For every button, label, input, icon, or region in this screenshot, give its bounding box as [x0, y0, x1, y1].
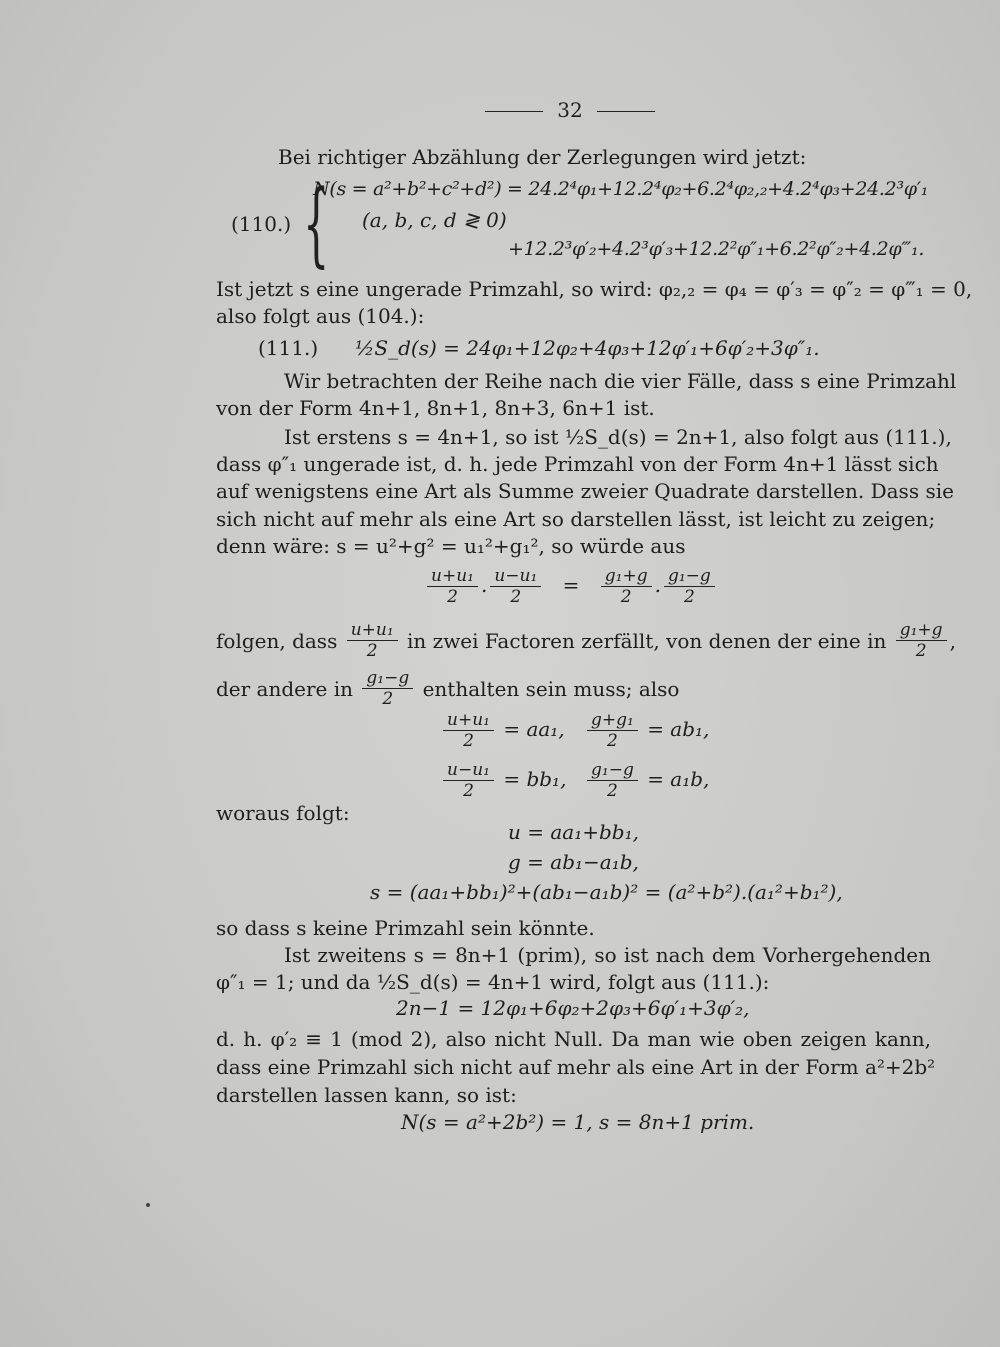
text-line-2: Ist jetzt s eine ungerade Primzahl, so wird: φ₂,₂ = φ₄ = φ′₃ = φ″₂ = φ‴₁ = 0,: [216, 277, 973, 301]
equation-110-brace: {: [303, 170, 330, 277]
equation-110-label: (110.): [231, 212, 292, 236]
header-rule-right: [597, 111, 655, 112]
text-line-17: dass eine Primzahl sich nicht auf mehr als eine Art in der Form a²+2b²: [216, 1055, 936, 1079]
equation-2n: 2n−1 = 12φ₁+6φ₂+2φ₃+6φ′₁+3φ′₂,: [396, 996, 750, 1020]
equation-110-line-2: +12.2³φ′₂+4.2³φ′₃+12.2²φ″₁+6.2²φ″₂+4.2φ‴₁.: [508, 238, 925, 260]
text-line-9: sich nicht auf mehr als eine Art so darstellen lässt, ist leicht zu zeigen;: [216, 507, 936, 531]
equation-u: u = aa₁+bb₁,: [508, 820, 639, 844]
fraction: $\frac{\text{u+u₁}}{2}$: [427, 566, 478, 607]
equation-g: g = ab₁−a₁b,: [508, 850, 639, 874]
text-line-13: so dass s keine Primzahl sein könnte.: [216, 916, 595, 940]
fraction-equation-5: $\frac{\text{g₁−g}}{2}$ = a₁b,: [584, 760, 709, 801]
text-line-7: dass φ″₁ ungerade ist, d. h. jede Primzahl von der Form 4n+1 lässt sich: [216, 452, 939, 476]
text-line-4: Wir betrachten der Reihe nach die vier Fälle, dass s eine Primzahl: [284, 369, 957, 393]
fraction: $\frac{\text{u−u₁}}{2}$: [443, 760, 494, 801]
fraction: $\frac{\text{g₁−g}}{2}$: [362, 668, 413, 709]
text-line-5: von der Form 4n+1, 8n+1, 8n+3, 6n+1 ist.: [216, 396, 655, 420]
fraction-equation-3: $\frac{\text{g+g₁}}{2}$ = ab₁,: [584, 710, 709, 751]
text-line-11: folgen, dass $\frac{\text{u+u₁}}{2}$ in zwei Factoren zerfällt, von denen der eine in $\frac{\text{g₁+g}}{2}$ ,: [216, 620, 956, 661]
text-line-woraus: woraus folgt:: [216, 801, 350, 825]
text-line-16: d. h. φ′₂ ≡ 1 (mod 2), also nicht Null. Da man wie oben zeigen kann,: [216, 1027, 931, 1051]
equation-110-line-1: N(s = a²+b²+c²+d²) = 24.2⁴φ₁+12.2⁴φ₂+6.2⁴φ₂,₂+4.2⁴φ₃+24.2³φ′₁: [313, 178, 929, 200]
text-line-1: Bei richtiger Abzählung der Zerlegungen wird jetzt:: [278, 145, 807, 169]
text-line-14: Ist zweitens s = 8n+1 (prim), so ist nach dem Vorhergehenden: [284, 943, 931, 967]
fraction-equation-2: $\frac{\text{u+u₁}}{2}$ = aa₁,: [440, 710, 565, 751]
fraction: $\frac{\text{u−u₁}}{2}$: [490, 566, 541, 607]
text-line-10: denn wäre: s = u²+g² = u₁²+g₁², so würde aus: [216, 534, 686, 558]
fraction: $\frac{\text{g₁−g}}{2}$: [664, 566, 715, 607]
equation-s: s = (aa₁+bb₁)²+(ab₁−a₁b)² = (a²+b²).(a₁²+b₁²),: [370, 880, 843, 904]
text-line-8: auf wenigstens eine Art als Summe zweier Quadrate darstellen. Dass sie: [216, 479, 954, 503]
fraction: $\frac{\text{g₁−g}}{2}$: [587, 760, 638, 801]
text-line-12: der andere in $\frac{\text{g₁−g}}{2}$ enthalten sein muss; also: [216, 668, 680, 709]
fraction: $\frac{\text{g₁+g}}{2}$: [601, 566, 652, 607]
header-rule-left: [485, 111, 543, 112]
fraction: $\frac{\text{g+g₁}}{2}$: [587, 710, 638, 751]
equation-110-condition: (a, b, c, d ≷ 0): [362, 208, 507, 232]
fraction-equation-4: $\frac{\text{u−u₁}}{2}$ = bb₁,: [440, 760, 566, 801]
equation-111-label: (111.): [258, 336, 319, 360]
text-line-15: φ″₁ = 1; und da ½S_d(s) = 4n+1 wird, folgt aus (111.):: [216, 970, 770, 994]
fraction: $\frac{\text{u+u₁}}{2}$: [347, 620, 398, 661]
page-header: [470, 98, 670, 122]
text-line-6: Ist erstens s = 4n+1, so ist ½S_d(s) = 2n+1, also folgt aus (111.),: [284, 425, 952, 449]
equation-final: N(s = a²+2b²) = 1, s = 8n+1 prim.: [401, 1110, 755, 1134]
fraction: $\frac{\text{u+u₁}}{2}$: [443, 710, 494, 751]
text-line-18: darstellen lassen kann, so ist:: [216, 1083, 517, 1107]
fraction: $\frac{\text{g₁+g}}{2}$: [896, 620, 947, 661]
text-line-3: also folgt aus (104.):: [216, 304, 425, 328]
page-number: 32: [557, 98, 583, 122]
equation-111: ½S_d(s) = 24φ₁+12φ₂+4φ₃+12φ′₁+6φ′₂+3φ″₁.: [355, 336, 820, 360]
fraction-equation-1: $\frac{\text{u+u₁}}{2}$ . $\frac{\text{u−u₁}}{2}$ = $\frac{\text{g₁+g}}{2}$ . $\frac{\text{g₁−g}}{2}$: [424, 566, 718, 607]
paper-speck: [146, 1203, 150, 1207]
